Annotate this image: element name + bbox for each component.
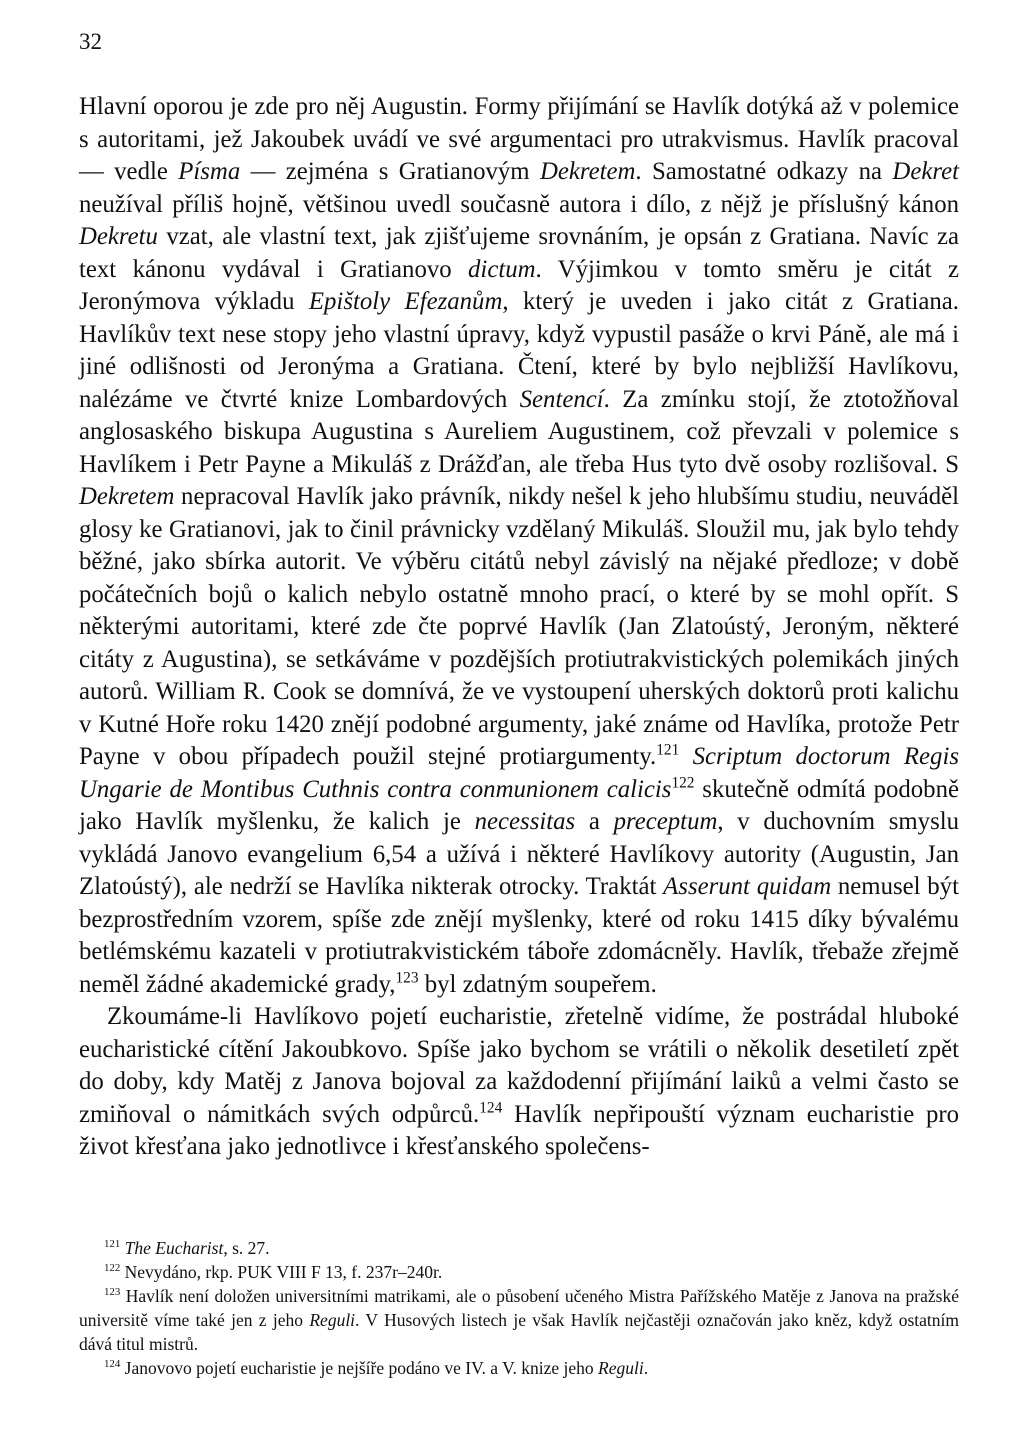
paragraph-2 [79, 1001, 959, 1164]
text-segment: , který je uveden i jako citát z Gratiana. Havlíkův text nese stopy jeho vlastní úpravy, když vypustil pasáže o krvi Páně, ale má i jiné odlišnosti od Jeronýma a Gratiana. Čtení, které by bylo nejbližší Havlíkovu, nalézáme ve čtvrté knize Lombardových [79, 288, 959, 413]
italic-text: Písma [178, 158, 241, 185]
footnote-124 [79, 1356, 959, 1380]
footnote-reference: 123 [104, 1286, 121, 1299]
footnote-123 [79, 1284, 959, 1356]
text-segment: nepracoval Havlík jako právník, nikdy nešel k jeho hlubšímu studiu, neuváděl glosy ke Gratianovi, jak to činil právnicky vzdělaný Mikuláš. Sloužil mu, jak bylo tehdy běžné, jako sbírka autorit. Ve výběru citátů nebyl závislý na nějaké předloze; v době počátečních bojů o kalich nebylo ostatně mnoho prací, o které by se mohl opřít. S některými autoritami, které zde čte poprvé Havlík (Jan Zlatoústý, Jeroným, některé citáty z Augustina), se setkáváme v pozdějších protiutrakvistických polemikách jiných autorů. William R. Cook se domnívá, že ve vystoupení uherských doktorů proti kalichu v Kutné Hoře roku 1420 znějí podobné argumenty, jaké známe od Havlíka, protože Petr Payne v obou případech použil stejné protiargumenty. [79, 483, 959, 770]
text-segment: skutečně odmítá podobně jako Havlík myšlenku, že kalich je [79, 775, 959, 835]
italic-text: Epištoly Efezanům [308, 288, 503, 315]
italic-text: Sentencí [519, 385, 604, 413]
text-segment: Nevydáno, rkp. PUK VIII F 13, f. 237r–240r. [120, 1262, 443, 1282]
italic-text: Dekretem [539, 158, 636, 185]
text-segment: Zkoumáme-li Havlíkovo pojetí eucharistie, zřetelně vidíme, že postrádal hluboké eucharistické cítění Jakoubkovo. Spíše jako bychom se vrátili o několik desetiletí zpět do doby, kdy Matěj z Janova bojoval za každodenní přijímání laiků a velmi často se zmiňoval o námitkách svých odpůrců. [79, 1003, 959, 1128]
footnote-reference: 124 [479, 1099, 503, 1117]
italic-text: Dekretem [79, 483, 175, 510]
text-segment: , v duchovním smyslu vykládá Janovo evangelium 6,54 a užívá i některé Havlíkovy autority (Augustin, Jan Zlatoústý), ale nedrží se Havlíka nikterak otrocky. Traktát [79, 808, 960, 900]
text-segment: vzat, ale vlastní text, jak zjišťujeme srovnáním, je opsán z Gratiana. Navíc za text kánonu vydával i Gratianovo [79, 223, 959, 283]
text-segment: . Samostatné odkazy na [635, 158, 893, 185]
text-segment: Hlavní oporou je zde pro něj Augustin. Formy přijímání se Havlík dotýká až v polemice s autoritami, jež Jakoubek uvádí ve své argumentaci pro utrakvismus. Havlík pracoval — vedle [79, 93, 959, 185]
text-segment: nemusel být bezprostředním vzorem, spíše zde znějí myšlenky, které od roku 1415 díky bývalému betlémskému kazateli v protiutrakvistickém táboře zdomácněly. Havlík, třebaže zřejmě neměl žádné akademické grady, [79, 873, 959, 998]
text-segment: a [575, 808, 614, 835]
page-number: 32 [79, 29, 102, 54]
footnote-reference: 122 [104, 1262, 121, 1275]
footnote-reference: 121 [656, 741, 680, 759]
italic-text: Dekretu [79, 223, 158, 250]
italic-text: preceptum [613, 808, 718, 835]
footnotes [79, 1236, 959, 1380]
text-segment: Havlík nepřipouští význam eucharistie pro život křesťana jako jednotlivce i křesťanského společens- [79, 1100, 959, 1160]
footnote-reference: 122 [671, 774, 695, 792]
main-text [79, 91, 959, 1164]
text-segment: Janovovo pojetí eucharistie je nejšíře podáno ve IV. a V. knize jeho [120, 1358, 598, 1378]
text-segment: neužíval příliš hojně, většinou uvedl současně autora i dílo, z nějž je příslušný kánon [79, 190, 959, 218]
text-segment: — zejména s Gratianovým [240, 158, 540, 185]
text-segment: , s. 27. [223, 1238, 270, 1258]
text-segment: . Výjimkou v tomto směru je citát z Jeronýmova výkladu [79, 255, 959, 315]
footnote-122 [79, 1260, 959, 1284]
text-segment [679, 743, 692, 770]
text-segment: byl zdatným soupeřem. [418, 970, 657, 998]
italic-text: dictum [468, 255, 536, 283]
italic-text: necessitas [474, 808, 576, 835]
footnote-reference: 121 [104, 1238, 121, 1251]
footnote-reference: 124 [104, 1358, 121, 1371]
italic-text: Reguli [309, 1310, 356, 1330]
footnote-121 [79, 1236, 959, 1260]
italic-text: Dekret [892, 158, 959, 185]
text-segment: . Za zmínku stojí, že ztotožňoval anglosaského biskupa Augustina s Aureliem Augustinem, což převzali v polemice s Havlíkem i Petr Payne a Mikuláš z Drážďan, ale třeba Hus tyto dvě osoby rozlišoval. S [79, 385, 959, 478]
paragraph-1 [79, 91, 959, 1001]
text-segment: . [643, 1358, 649, 1378]
italic-text: Asserunt quidam [663, 873, 832, 900]
italic-text: Reguli [598, 1358, 644, 1378]
italic-text: The Eucharist [124, 1238, 224, 1258]
italic-text: Scriptum doctorum Regis Ungarie de Montibus Cuthnis contra conmunionem calicis [79, 743, 959, 803]
footnote-reference: 123 [395, 969, 419, 987]
text-segment: Havlík není doložen universitními matrikami, ale o působení učeného Mistra Pařížského Matěje z Janova na pražské universitě víme také jen z jeho [79, 1286, 959, 1330]
text-segment: . V Husových listech je však Havlík nejčastěji označován jako kněz, když ostatním dává titul mistrů. [79, 1310, 959, 1354]
